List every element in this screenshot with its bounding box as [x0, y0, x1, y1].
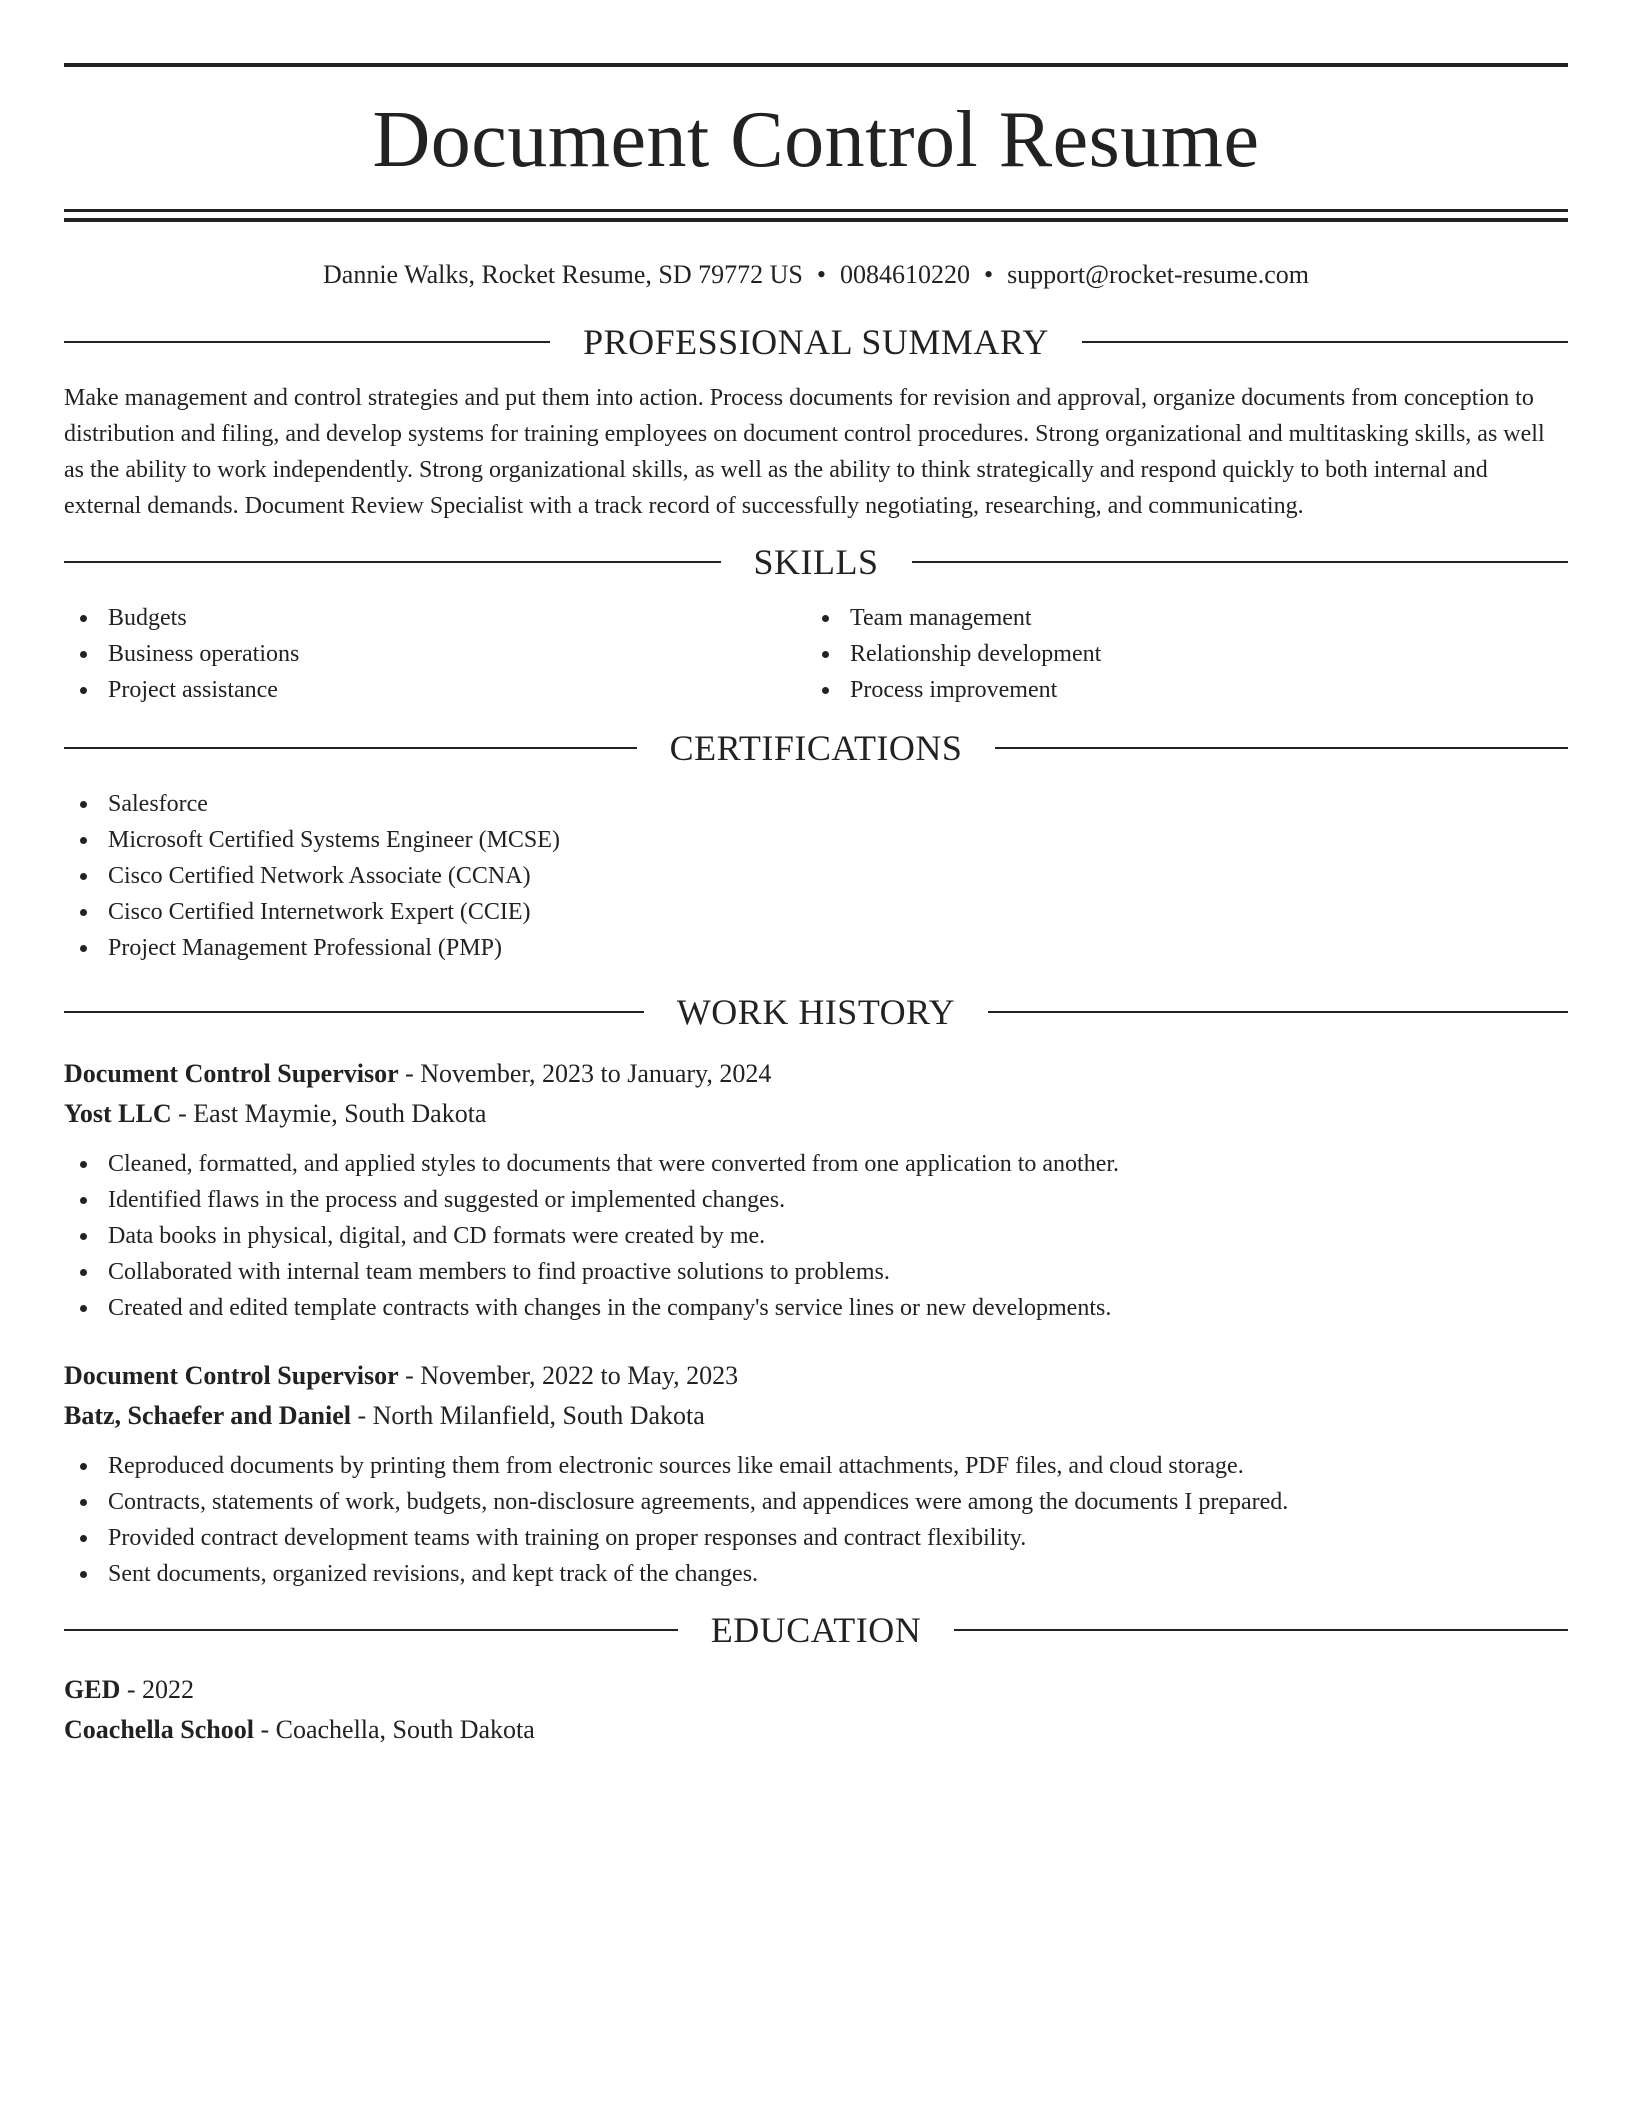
list-item: Relationship development: [806, 636, 1548, 672]
list-item: Project Management Professional (PMP): [64, 930, 1568, 966]
job-company-line: [64, 1396, 1568, 1436]
section-title: EDUCATION: [710, 1610, 922, 1651]
divider: [912, 561, 1569, 563]
list-item: Created and edited template contracts with changes in the company's service lines or new developments.: [64, 1290, 1568, 1326]
divider: [64, 561, 721, 563]
education-location: - Coachella, South Dakota: [253, 1715, 535, 1745]
list-item: Business operations: [64, 636, 806, 672]
section-header-skills: [64, 542, 1568, 583]
section-header-education: [64, 1610, 1568, 1651]
education-entry: [64, 1670, 1568, 1750]
job-title: Document Control Supervisor: [64, 1361, 399, 1391]
list-item: Cisco Certified Internetwork Expert (CCIE): [64, 894, 1568, 930]
skills-column-left: [64, 600, 806, 708]
contact-separator: •: [983, 260, 994, 289]
certifications-list: [64, 786, 1568, 966]
education-year: - 2022: [120, 1675, 195, 1705]
job-dates: - November, 2022 to May, 2023: [398, 1361, 739, 1391]
list-item: Process improvement: [806, 672, 1548, 708]
skills-column-right: [806, 600, 1548, 708]
contact-email: support@rocket-resume.com: [1007, 260, 1309, 289]
section-title: CERTIFICATIONS: [669, 728, 963, 769]
list-item: Collaborated with internal team members to find proactive solutions to problems.: [64, 1254, 1568, 1290]
title-double-rule: [64, 209, 1568, 222]
job-bullets: [64, 1448, 1568, 1592]
contact-separator: •: [816, 260, 826, 289]
divider: [64, 341, 550, 343]
top-rule: [64, 63, 1568, 67]
job-title-line: [64, 1054, 1568, 1094]
job-company: Batz, Schaefer and Daniel: [64, 1401, 351, 1431]
section-header-certifications: [64, 728, 1568, 769]
section-title: WORK HISTORY: [676, 992, 956, 1033]
list-item: Sent documents, organized revisions, and kept track of the changes.: [64, 1556, 1568, 1592]
skills-list: [64, 600, 1568, 708]
divider: [64, 1011, 644, 1013]
list-item: Provided contract development teams with training on proper responses and contract flexibility.: [64, 1520, 1568, 1556]
divider: [995, 747, 1568, 749]
list-item: Identified flaws in the process and suggested or implemented changes.: [64, 1182, 1568, 1218]
education-school-line: [64, 1710, 1568, 1750]
list-item: Reproduced documents by printing them from electronic sources like email attachments, PDF files, and cloud storage.: [64, 1448, 1568, 1484]
list-item: Data books in physical, digital, and CD formats were created by me.: [64, 1218, 1568, 1254]
divider: [954, 1629, 1568, 1631]
job-title-line: [64, 1356, 1568, 1396]
education-degree: GED: [64, 1675, 121, 1705]
job-dates: - November, 2023 to January, 2024: [398, 1059, 772, 1089]
list-item: Contracts, statements of work, budgets, non-disclosure agreements, and appendices were among the documents I prepared.: [64, 1484, 1568, 1520]
divider: [64, 1629, 678, 1631]
resume-title: Document Control Resume: [372, 96, 1260, 184]
job-company-line: [64, 1094, 1568, 1134]
list-item: Cleaned, formatted, and applied styles to documents that were converted from one application to another.: [64, 1146, 1568, 1182]
contact-line: [64, 259, 1568, 290]
section-header-work-history: [64, 992, 1568, 1033]
job-title: Document Control Supervisor: [64, 1059, 399, 1089]
list-item: Salesforce: [64, 786, 1568, 822]
summary-text: Make management and control strategies and put them into action. Process documents for revision and approval, organize documents from conception to distribution and filing, and develop systems for training employees on document control procedures. Strong organizational and multitasking skills, as well as the ability to work independently. Strong organizational skills, as well as the ability to think strategically and respond quickly to both internal and external demands. Document Review Specialist with a track record of successfully negotiating, researching, and communicating.: [64, 385, 1545, 520]
education-school: Coachella School: [64, 1715, 254, 1745]
education-degree-line: [64, 1670, 1568, 1710]
list-item: Team management: [806, 600, 1548, 636]
job-company: Yost LLC: [64, 1099, 172, 1129]
job-location: - North Milanfield, South Dakota: [350, 1401, 705, 1431]
list-item: Cisco Certified Network Associate (CCNA): [64, 858, 1568, 894]
divider: [988, 1011, 1568, 1013]
job-entry: [64, 1054, 1568, 1326]
contact-phone: 0084610220: [839, 260, 970, 289]
section-header-summary: [64, 322, 1568, 363]
divider: [1082, 341, 1568, 343]
divider: [64, 747, 637, 749]
section-title: PROFESSIONAL SUMMARY: [583, 322, 1049, 363]
section-title: SKILLS: [753, 542, 879, 583]
job-entry: [64, 1356, 1568, 1592]
list-item: Project assistance: [64, 672, 806, 708]
list-item: Budgets: [64, 600, 806, 636]
job-bullets: [64, 1146, 1568, 1326]
job-location: - East Maymie, South Dakota: [171, 1099, 487, 1129]
contact-address: Dannie Walks, Rocket Resume, SD 79772 US: [323, 260, 803, 289]
list-item: Microsoft Certified Systems Engineer (MCSE): [64, 822, 1568, 858]
